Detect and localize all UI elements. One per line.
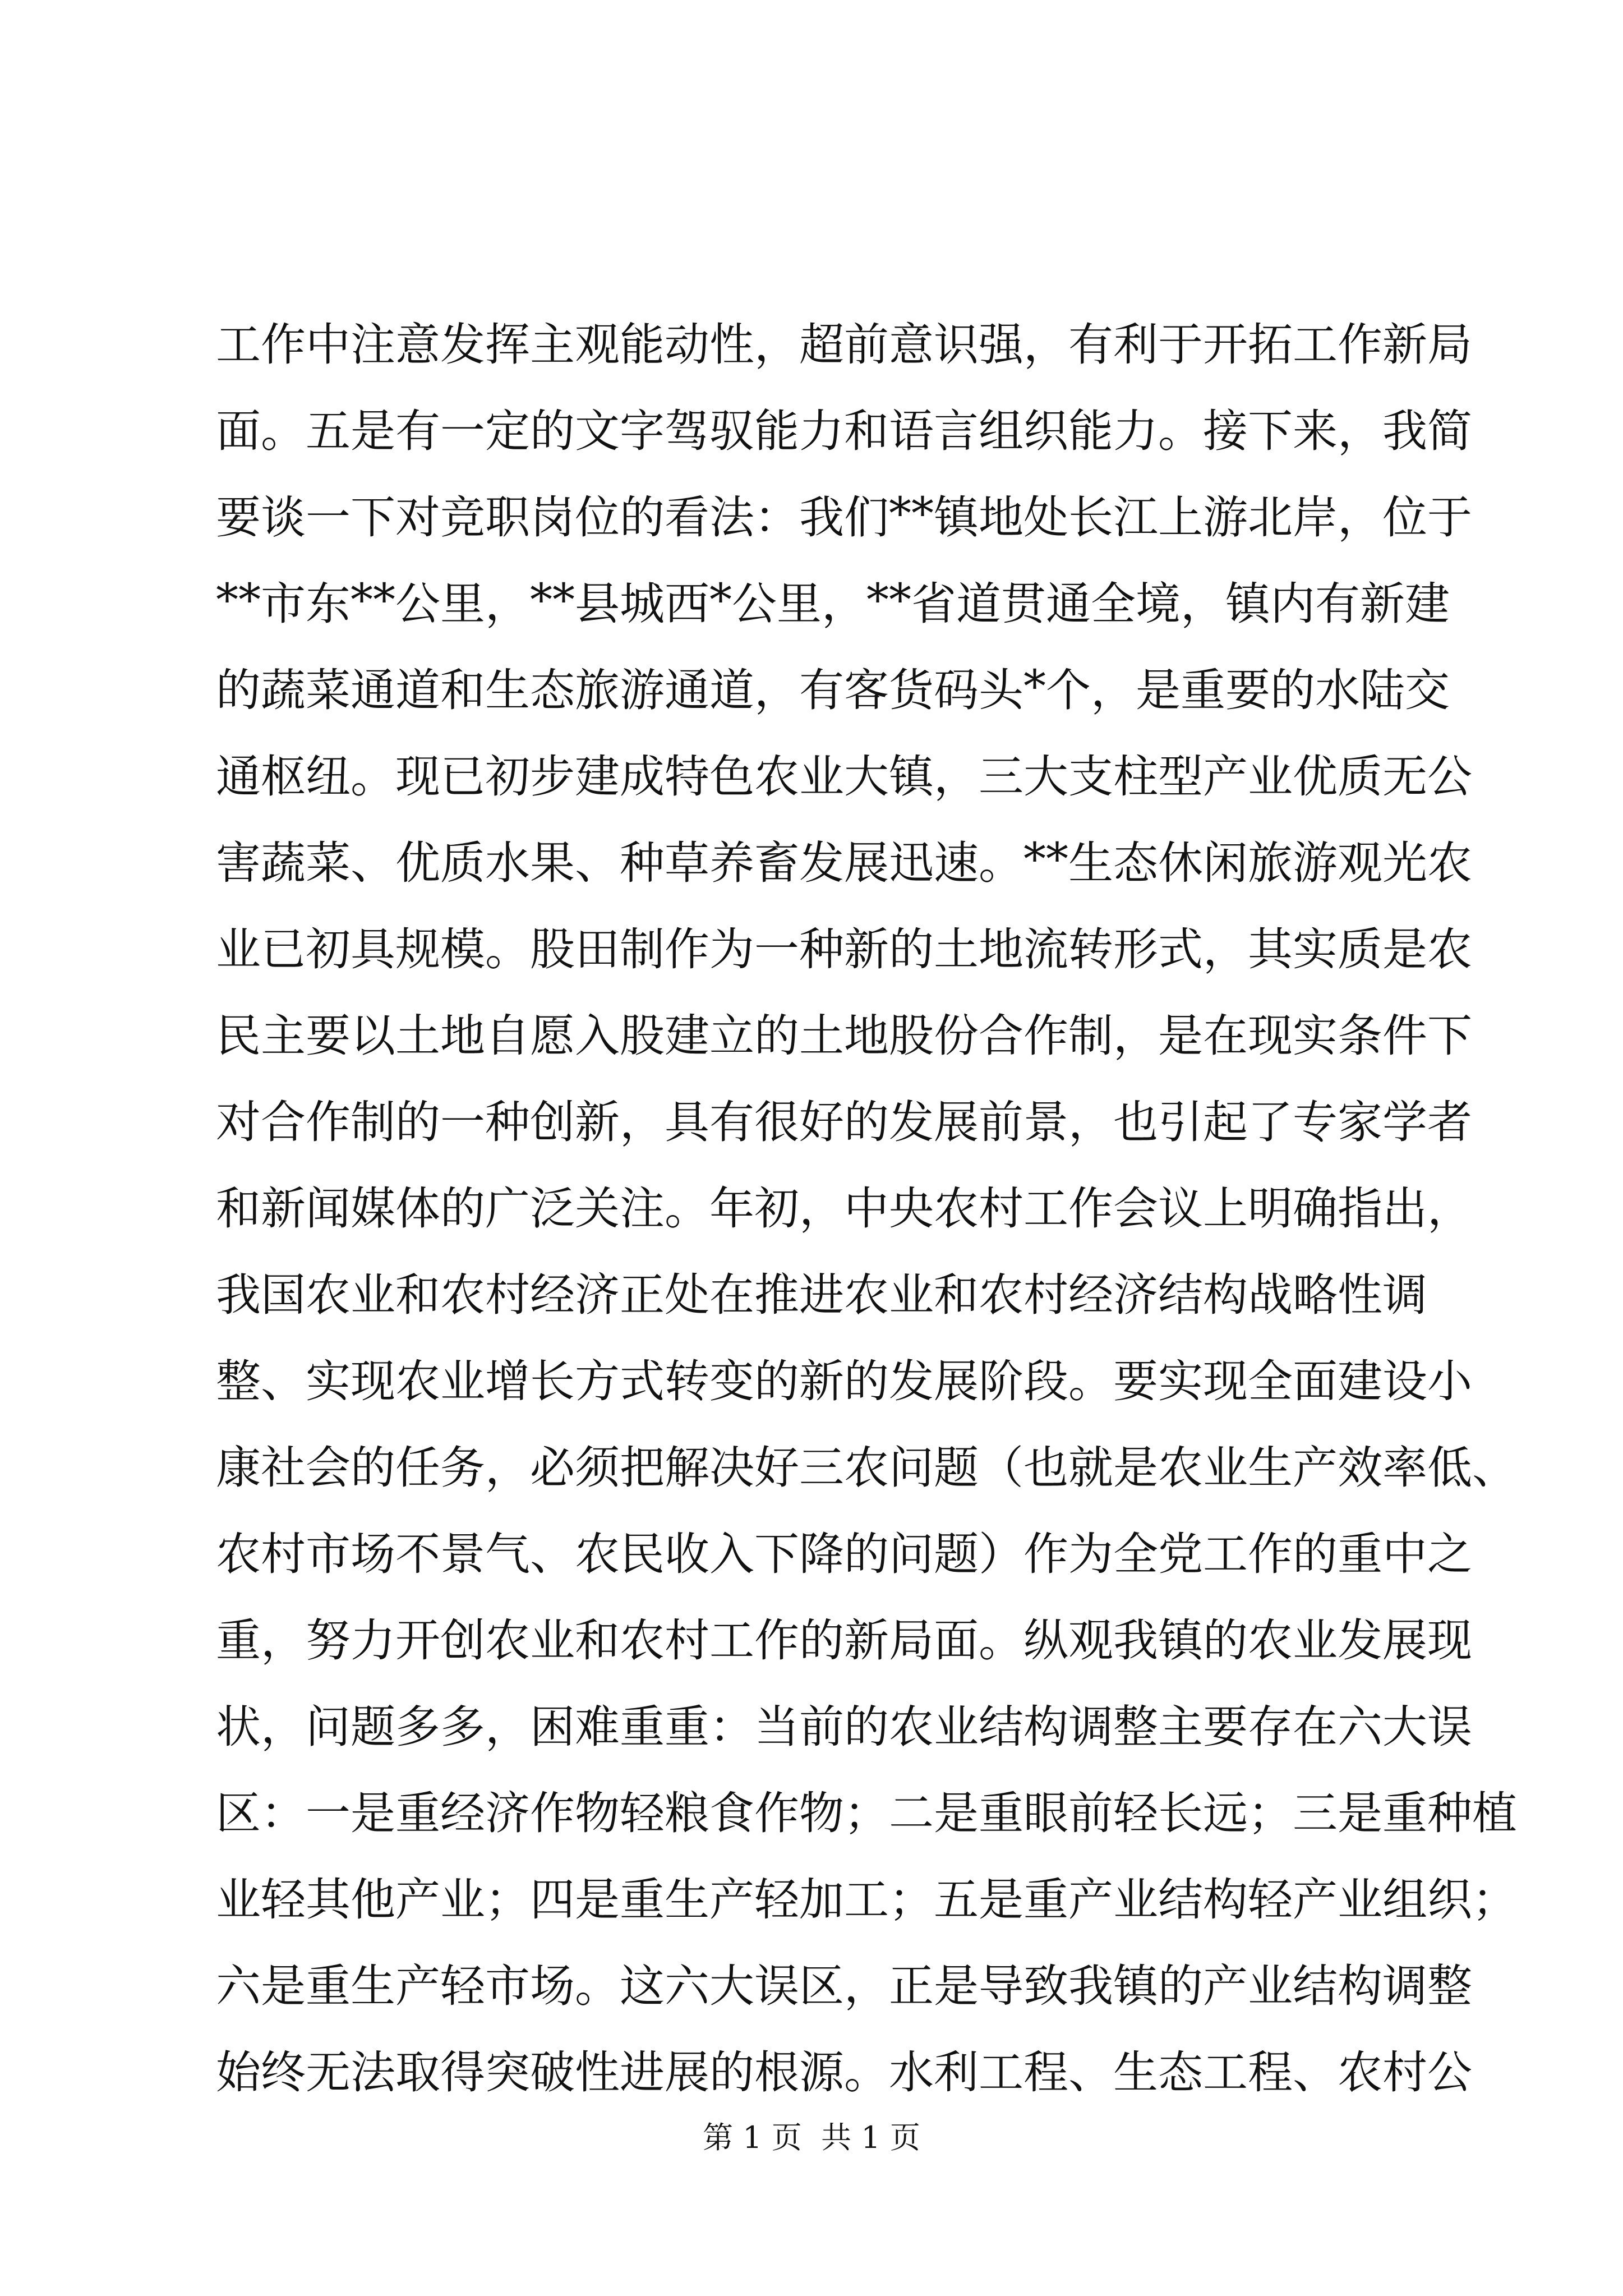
text-line: 区 ： 一 是 重 经 济 作 物 轻 粮 食 作 物 ； 二 是 重 眼 前 轻 长 远 ； 三 是 重 种 植 xyxy=(216,1787,1517,1839)
text-line: 农 村 市 场 不 景 气 、 农 民 收 入 下 降 的 问 题 ） 作 为 全 党 工 作 的 重 中 之 xyxy=(216,1527,1472,1580)
text-line: 重 ， 努 力 开 创 农 业 和 农 村 工 作 的 新 局 面 。 纵 观 我 镇 的 农 业 发 展 现 xyxy=(216,1614,1472,1667)
text-line: 和 新 闻 媒 体 的 广 泛 关 注 。 年 初 ， 中 央 农 村 工 作 会 议 上 明 确 指 出 ， xyxy=(216,1182,1472,1235)
text-line: 我 国 农 业 和 农 村 经 济 正 处 在 推 进 农 业 和 农 村 经 济 结 构 战 略 性 调 xyxy=(216,1268,1427,1321)
text-line: * * 市 东 * * 公 里 ， * * 县 城 西 * 公 里 ， * * 省 道 贯 通 全 境 ， 镇 内 有 新 建 xyxy=(216,573,1450,630)
text-line: 民 主 要 以 土 地 自 愿 入 股 建 立 的 土 地 股 份 合 作 制 ， 是 在 现 实 条 件 下 xyxy=(216,1009,1472,1062)
text-line: 的 蔬 菜 通 道 和 生 态 旅 游 通 道 ， 有 客 货 码 头 * 个 ， 是 重 要 的 水 陆 交 xyxy=(216,660,1450,716)
text-line: 业 已 初 具 规 模 。 股 田 制 作 为 一 种 新 的 土 地 流 转 形 式 ， 其 实 质 是 农 xyxy=(216,923,1472,976)
text-line: 害 蔬 菜 、 优 质 水 果 、 种 草 养 畜 发 展 迅 速 。 * * 生 态 休 闲 旅 游 观 光 农 xyxy=(216,832,1472,889)
text-line: 要 谈 一 下 对 竞 职 岗 位 的 看 法 ： 我 们 * * 镇 地 处 长 江 上 游 北 岸 ， 位 于 xyxy=(216,487,1472,544)
page-footer: 第 1 页 共 1 页 xyxy=(703,2120,920,2155)
text-line: 面 。 五 是 有 一 定 的 文 字 驾 驭 能 力 和 语 言 组 织 能 力 。 接 下 来 ， 我 简 xyxy=(216,404,1472,457)
text-line: 业 轻 其 他 产 业 ； 四 是 重 生 产 轻 加 工 ； 五 是 重 产 业 结 构 轻 产 业 组 织 ； xyxy=(216,1873,1517,1926)
text-line: 状 ， 问 题 多 多 ， 困 难 重 重 ： 当 前 的 农 业 结 构 调 整 主 要 存 在 六 大 误 xyxy=(216,1700,1472,1753)
text-line: 对 合 作 制 的 一 种 创 新 ， 具 有 很 好 的 发 展 前 景 ， 也 引 起 了 专 家 学 者 xyxy=(216,1096,1472,1148)
text-line: 整 、 实 现 农 业 增 长 方 式 转 变 的 新 的 发 展 阶 段 。 要 实 现 全 面 建 设 小 xyxy=(216,1355,1472,1407)
text-line: 康 社 会 的 任 务 ， 必 须 把 解 决 好 三 农 问 题 （ 也 就 是 农 业 生 产 效 率 低 、 xyxy=(216,1441,1517,1494)
body-text xyxy=(216,297,1517,2111)
text-line: 六 是 重 生 产 轻 市 场 。 这 六 大 误 区 ， 正 是 导 致 我 镇 的 产 业 结 构 调 整 xyxy=(216,1959,1472,2012)
text-line: 通 枢 纽 。 现 已 初 步 建 成 特 色 农 业 大 镇 ， 三 大 支 柱 型 产 业 优 质 无 公 xyxy=(216,750,1472,803)
text-line: 始 终 无 法 取 得 突 破 性 进 展 的 根 源 。 水 利 工 程 、 生 态 工 程 、 农 村 公 xyxy=(216,2046,1472,2099)
text-line: 工 作 中 注 意 发 挥 主 观 能 动 性 ， 超 前 意 识 强 ， 有 利 于 开 拓 工 作 新 局 xyxy=(216,318,1472,371)
